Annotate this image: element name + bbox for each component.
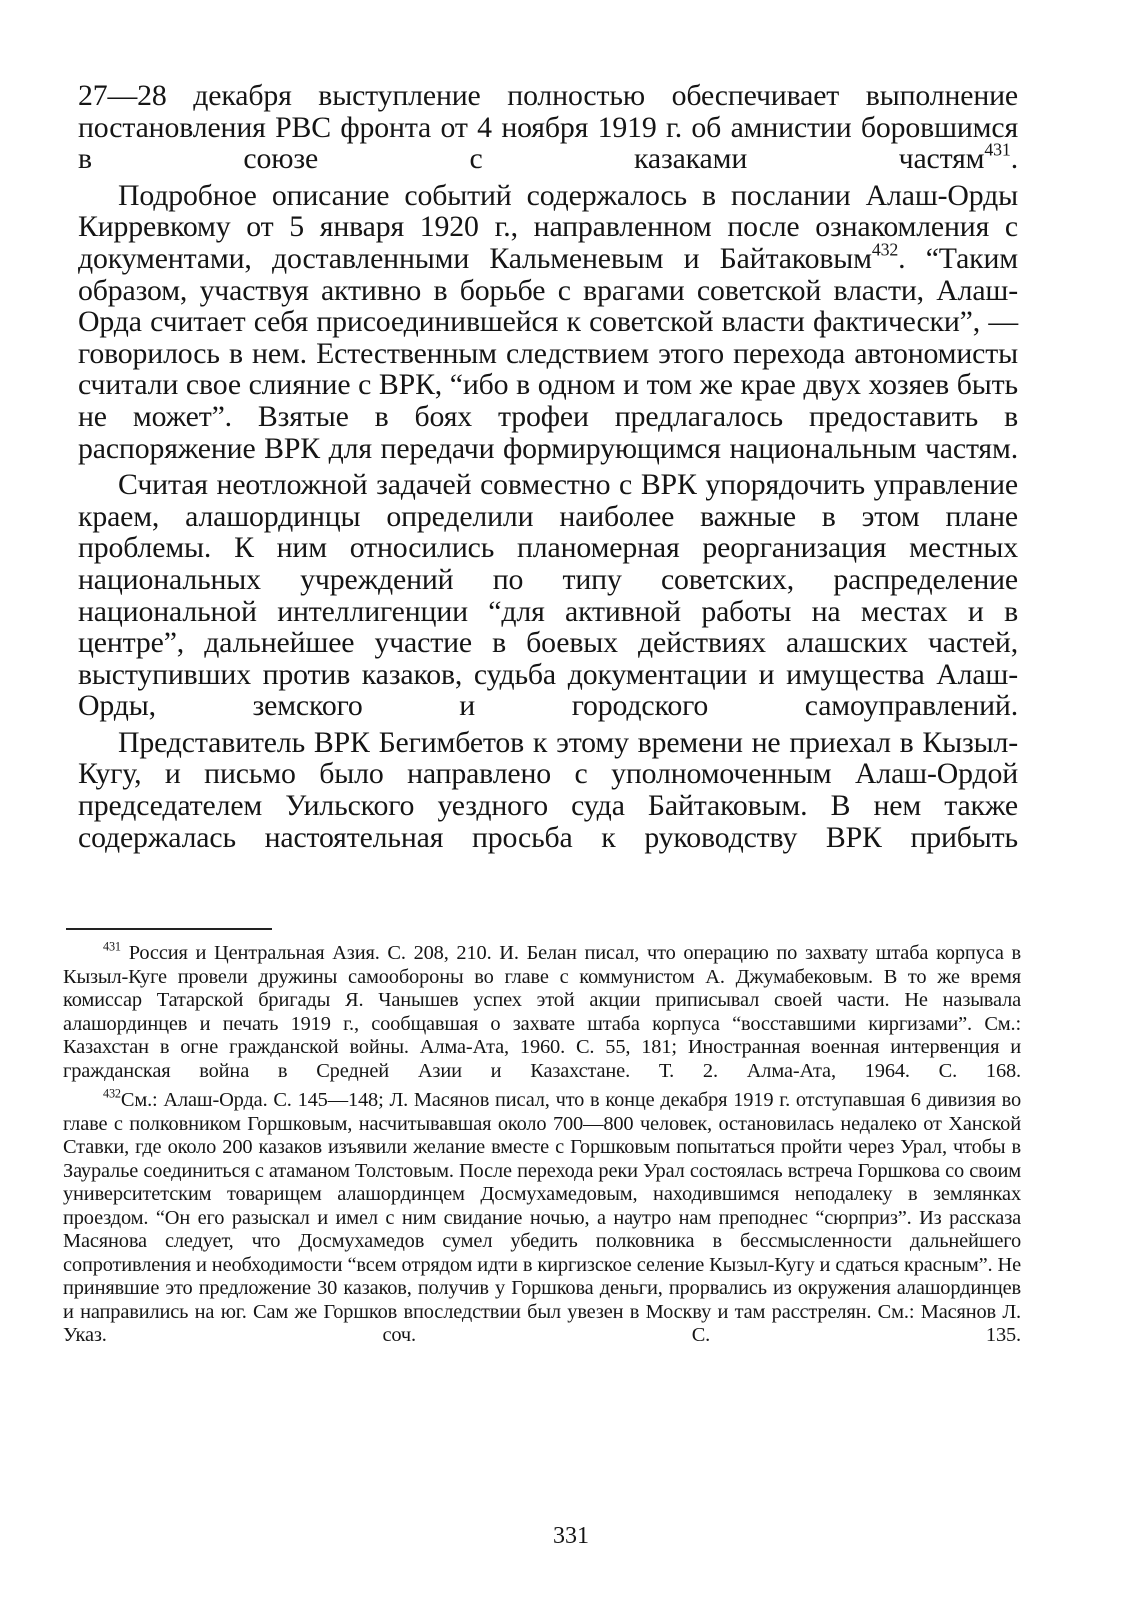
footnote — [63, 1086, 1021, 1348]
paragraph-text: Представитель ВРК Бегимбетов к этому времени не приехал в Кызыл-Кугу, и письмо было направлено с уполномоченным Алаш-Ордой председателем Уильского уездного суда Байтаковым. В нем также содержалась настоятельная просьба к руководству ВРК прибыть — [78, 725, 1018, 854]
footnote — [63, 939, 1022, 1083]
paragraph-text-tail: . “Таким образом, участвуя активно в борьбе с врагами советской власти, Алаш-Орда считает себя присоединившейся к советской власти фактически”, — говорилось в нем. Естественным следствием этого перехода автономисты считали свое слияние с ВРК, “ибо в одном и том же крае двух хозяев быть не может”. Взятые в боях трофеи предлагалось предоставить в распоряжение ВРК для передачи формирующимся национальным частям. — [78, 241, 1019, 465]
paragraph-text: Подробное описание событий содержалось в послании Алаш-Орды Кирревкому от 5 января 1920 г., направленном после ознакомления с документами, доставленными Кальменевым и Байтаковым — [78, 178, 1018, 275]
footnote-number: 431 — [103, 939, 121, 954]
paragraph-text-tail: . — [1010, 142, 1018, 176]
paragraph-text: 27—28 декабря выступление полностью обеспечивает выполнение постановления РВС фронта от 4 ноября 1919 г. об амнистии боровшимся в союзе с казаками частям — [78, 79, 1018, 176]
paragraph — [78, 80, 1018, 175]
footnote-separator — [66, 928, 272, 930]
main-text — [78, 80, 1018, 858]
paragraph-text: Считая неотложной задачей совместно с ВРК упорядочить управление краем, алашординцы определили наиболее важные в этом плане проблемы. К ним относились планомерная реорганизация местных национальных учреждений по типу советских, распределение национальной интеллигенции “для активной работы на местах и в центре”, дальнейшее участие в боевых действиях алашских частей, выступивших против казаков, судьба документации и имущества Алаш-Орды, земского и городского самоуправлений. — [78, 468, 1018, 723]
page-number: 331 — [553, 1523, 589, 1549]
footnotes — [63, 939, 1022, 1354]
footnote-text: См.: Алаш-Орда. С. 145—148; Л. Масянов писал, что в конце декабря 1919 г. отступавшая 6 дивизия во главе с полковником Горшковым, насчитывавшая около 700—800 человек, остановилась недалеко от Ханской Ставки, где около 200 казаков изъявили желание вместе с Горшковым попытаться пройти через Урал, чтобы в Зауралье соединиться с атаманом Толстовым. После перехода реки Урал состоялась встреча Горшкова со своим университетским товарищем алашординцем Досмухамедовым, находившимся неподалеку в землянках проездом. “Он его разыскал и имел с ним свидание ночью, а наутро нам преподнес “сюрприз”. Из рассказа Масянова следует, что Досмухамедов сумел убедить полковника в бессмысленности дальнейшего сопротивления и необходимости “всем отрядом идти в киргизское селение Кызыл-Кугу и сдаться красным”. Не принявшие это предложение 30 казаков, получив у Горшкова деньги, прорвались из окружения алашординцев и направились на юг. Сам же Горшков впоследствии был увезен в Москву и там расстрелян. См.: Масянов Л. Указ. соч. С. 135. — [63, 1089, 1021, 1346]
footnote-ref: 431 — [984, 139, 1011, 160]
footnote-ref: 432 — [871, 239, 899, 260]
footnote-number: 432 — [103, 1086, 121, 1101]
footnote-text: Россия и Центральная Азия. С. 208, 210. И. Белан писал, что операцию по захвату штаба корпуса в Кызыл-Куге провели дружины самообороны во главе с коммунистом А. Джумабековым. В то же время комиссар Татарской бригады Я. Чанышев успех этой акции приписывал своей части. Не называла алашординцев и печать 1919 г., сообщавшая о захвате штаба корпуса “восставшими киргизами”. См.: Казахстан в огне гражданской войны. Алма-Ата, 1960. С. 55, 181; Иностранная военная интервенция и гражданская война в Средней Азии и Казахстане. Т. 2. Алма-Ата, 1964. С. 168. — [63, 942, 1022, 1082]
paragraph — [78, 469, 1018, 722]
paragraph — [78, 727, 1018, 853]
paragraph — [78, 180, 1018, 464]
